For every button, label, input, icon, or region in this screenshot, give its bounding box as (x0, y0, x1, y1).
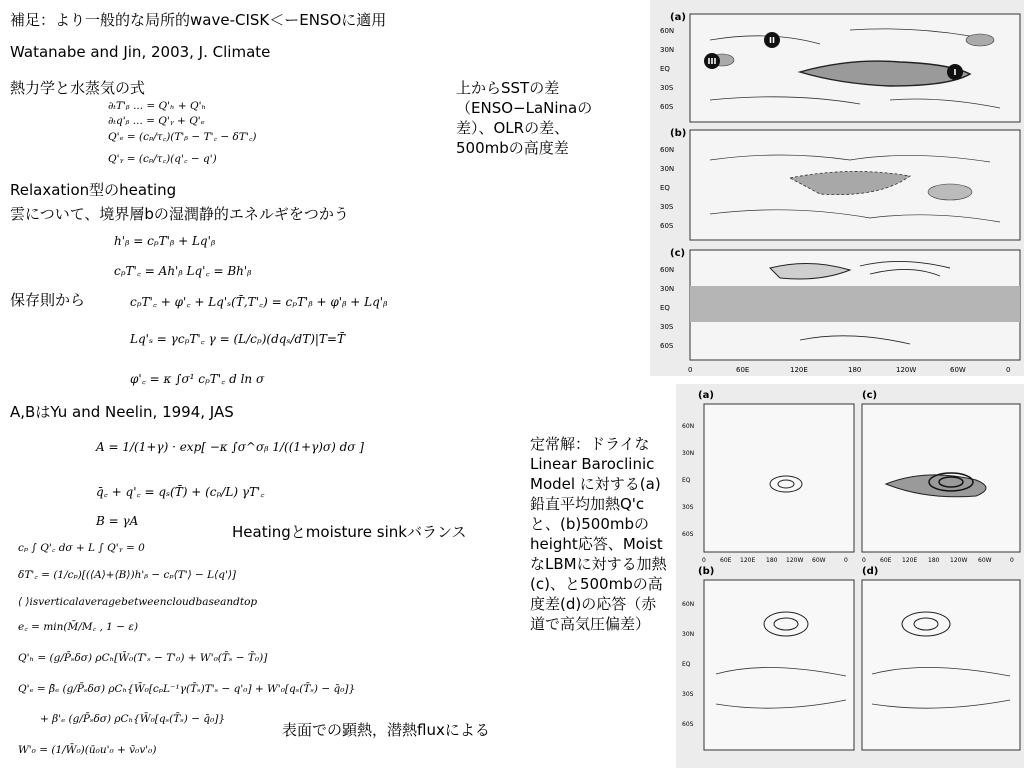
lbm-figure (676, 384, 1024, 768)
lbm-top-r-lon-60w: 60W (978, 557, 992, 564)
obs-b-lat-60n: 60N (660, 146, 675, 154)
lbm-top-r-lon-180: 180 (928, 557, 940, 564)
eq-flux-6: Q'ₑ = β̄ₑ (g/P̄ₛδσ) ρCₕ{W̄₀[cₚL⁻¹γ(T̄ₛ)T'ₛ − q'₀] + W'₀[qₛ(T̄ₛ) − q̄₀]} (18, 683, 356, 695)
lbm-panel-d (862, 580, 1020, 750)
lbm-top-r-lon-0: 0 (862, 557, 866, 564)
lbm-top-r-lon-0-end: 0 (1010, 557, 1014, 564)
obs-c-lat-60s: 60S (660, 342, 674, 350)
lbm-note: 定常解：ドライなLinear Baroclinic Model に対する(a)鉛直平均加熱Q'cと、(b)500mbのheight応答、MoistなLBMに対する加熱(c)、と500mbの高度差(d)の応答（赤道で高気圧偏差） (530, 435, 667, 633)
obs-c-lat-30s: 30S (660, 323, 674, 331)
eq-a: cₚT'꜀ = Ah'ᵦ Lq'꜀ = Bh'ᵦ (114, 264, 252, 278)
lbm-top-lon-0-end: 0 (844, 557, 848, 564)
lbm-panel-c (862, 404, 1020, 552)
thermo-eq-2: ∂ₜq'ᵦ ... = Q'ᵧ + Q'ₑ (108, 115, 205, 127)
cloud-line: 雲について、境界層bの湿潤静的エネルギをつかう (10, 205, 349, 223)
obs-label-c: (c) (670, 248, 686, 259)
obs-panel-c (690, 250, 1020, 360)
eq-flux-7: + β'ₑ (g/P̄ₛδσ) ρCₕ{W̄₀[qₛ(T̄ₛ) − q̄₀]} (40, 713, 226, 725)
obs-panel-b (690, 130, 1020, 240)
thermo-eq-4: Q'ᵧ = (cₚ/τ꜀)(q'꜀ − q') (108, 153, 217, 165)
eq-ab-2: q̄꜀ + q'꜀ = qₛ(T̄) + (cₚ/L) γT'꜀ (96, 485, 265, 499)
obs-b-lat-eq: EQ (660, 184, 670, 192)
obs-figure-svg (650, 0, 1024, 376)
eq-flux-3: ⟨ ⟩isverticalaveragebetweencloudbaseandtop (18, 596, 258, 608)
eq-conserve-3: φ'꜀ = κ ∫σ¹ cₚT'꜀ d ln σ (130, 372, 265, 386)
obs-lon-120w: 120W (896, 366, 917, 374)
obs-c-lat-60n: 60N (660, 266, 675, 274)
lbm-top-lon-0: 0 (702, 557, 706, 564)
eq-flux-5: Q'ₕ = (g/P̄ₛδσ) ρCₕ[W̄₀(T'ₛ − T'₀) + W'₀(T̄ₛ − T̄₀)] (18, 652, 268, 664)
lbm-b-lat-eq: EQ (682, 661, 691, 668)
obs-label-b: (b) (670, 128, 687, 139)
marker-iii-label: III (707, 57, 717, 66)
lbm-a-lat-30s: 30S (682, 504, 694, 511)
lbm-label-d: (d) (862, 566, 879, 577)
marker-ii-label: II (769, 36, 775, 45)
lbm-a-lat-60n: 60N (682, 423, 695, 430)
obs-label-a: (a) (670, 12, 686, 23)
obs-lon-0-end: 0 (1006, 366, 1011, 374)
lbm-b-lat-60s: 60S (682, 721, 694, 728)
obs-lon-0: 0 (688, 366, 693, 374)
obs-a-lat-30n: 30N (660, 46, 675, 54)
lbm-panel-a (704, 404, 854, 552)
heating-balance-note: Heatingとmoisture sinkバランス (232, 523, 467, 541)
obs-panel-a (690, 14, 1020, 122)
marker-i-label: I (953, 68, 957, 77)
eq-ab-3: B = γA (96, 514, 139, 528)
eq-flux-2: δT'꜀ = (1/cₚ)[(⟨A⟩+⟨B⟩)h'ᵦ − cₚ⟨T'⟩ − L⟨q'⟩] (18, 569, 237, 581)
eq-flux-8: W'₀ = (1/W̄₀)(ū₀u'₀ + v̄₀v'₀) (18, 744, 157, 756)
sst-note: 上からSSTの差（ENSO−LaNinaの差）、OLRの差、500mbの高度差 (456, 79, 593, 157)
relaxation-line: Relaxation型のheating (10, 181, 177, 199)
obs-figure (650, 0, 1024, 376)
obs-a-lat-eq: EQ (660, 65, 670, 73)
obs-lon-180: 180 (848, 366, 862, 374)
lbm-top-lon-120w: 120W (786, 557, 804, 564)
surface-flux-note: 表面での顕熱，潜熱fluxによる (282, 721, 490, 739)
lbm-label-a: (a) (698, 390, 714, 401)
obs-c-lat-30n: 30N (660, 285, 675, 293)
obs-b-lat-60s: 60S (660, 222, 674, 230)
obs-lon-60e: 60E (736, 366, 750, 374)
obs-a-lat-60n: 60N (660, 27, 675, 35)
lbm-b-lat-60n: 60N (682, 601, 695, 608)
eq-flux-1: cₚ ∫ Q'꜀ dσ + L ∫ Q'ᵧ = 0 (18, 542, 145, 554)
lbm-b-lat-30n: 30N (682, 631, 695, 638)
lbm-top-lon-180: 180 (766, 557, 778, 564)
eq-h: h'ᵦ = cₚT'ᵦ + Lq'ᵦ (114, 234, 216, 248)
lbm-label-c: (c) (862, 390, 878, 401)
obs-c-lat-eq: EQ (660, 304, 670, 312)
lbm-b-lat-30s: 30S (682, 691, 694, 698)
eq-flux-4: e꜀ = min(M̄/M꜀ , 1 − ε) (18, 621, 139, 633)
eq-ab-1: A = 1/(1+γ) · exp[ −κ ∫σ^σᵦ 1/((1+γ)σ) dσ ] (96, 440, 364, 454)
obs-b-lat-30s: 30S (660, 203, 674, 211)
thermo-eq-1: ∂ₜT'ᵦ ... = Q'ₕ + Q'ₕ (108, 100, 207, 112)
eq-conserve-2: Lq'ₛ = γcₚT'꜀ γ = (L/cₚ)(dqₛ/dT)|T=T̄ (130, 332, 345, 346)
section-thermo: 熱力学と水蒸気の式 (10, 79, 146, 97)
lbm-panel-b (704, 580, 854, 750)
reference: Watanabe and Jin, 2003, J. Climate (10, 43, 271, 61)
obs-lon-60w: 60W (950, 366, 966, 374)
lbm-figure-svg (676, 384, 1024, 768)
slide-title: 補足：より一般的な局所的wave-CISK＜ーENSOに適用 (10, 11, 387, 29)
obs-a-lat-60s: 60S (660, 103, 674, 111)
obs-b-lat-30n: 30N (660, 165, 675, 173)
thermo-eq-3: Q'ₑ = (cₚ/τ꜀)(T'ᵦ − T'꜀ − δT'꜀) (108, 131, 257, 143)
lbm-top-lon-60e: 60E (720, 557, 732, 564)
lbm-top-lon-120e: 120E (740, 557, 756, 564)
lbm-a-lat-30n: 30N (682, 450, 695, 457)
section-conserve: 保存則から (10, 291, 86, 309)
lbm-a-lat-eq: EQ (682, 477, 691, 484)
obs-lon-120e: 120E (790, 366, 808, 374)
section-ab: A,BはYu and Neelin, 1994, JAS (10, 403, 234, 421)
obs-a-lat-30s: 30S (660, 84, 674, 92)
eq-conserve-1: cₚT'꜀ + φ'꜀ + Lq'ₛ(T̄,T'꜀) = cₚT'ᵦ + φ'ᵦ + Lq'ᵦ (130, 295, 388, 309)
lbm-top-r-lon-120e: 120E (902, 557, 918, 564)
lbm-top-r-lon-120w: 120W (950, 557, 968, 564)
lbm-top-lon-60w: 60W (812, 557, 826, 564)
lbm-a-lat-60s: 60S (682, 531, 694, 538)
lbm-top-r-lon-60e: 60E (880, 557, 892, 564)
lbm-label-b: (b) (698, 566, 715, 577)
